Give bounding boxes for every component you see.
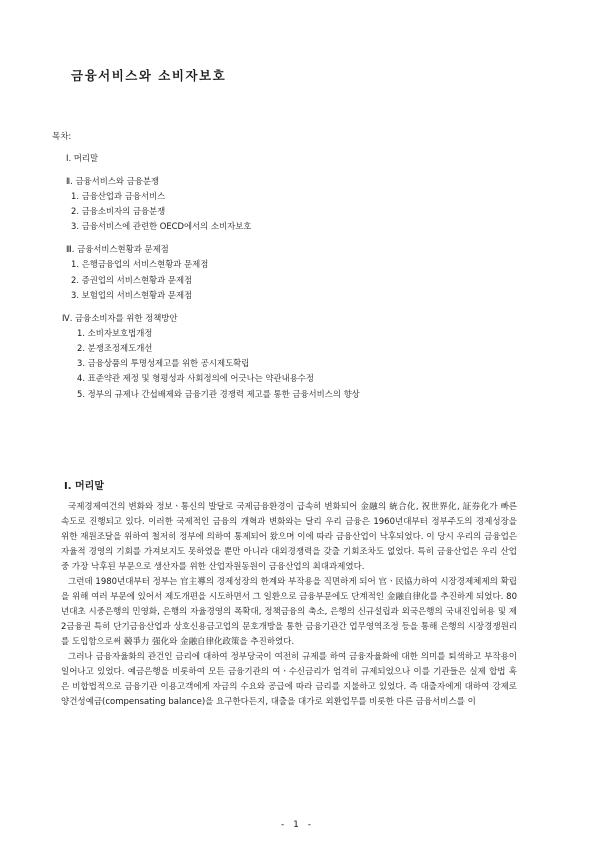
toc-item: 5. 정부의 규제나 간섭배제와 금융기관 경쟁력 제고를 통한 금융서비스의 향상 (77, 388, 360, 399)
toc-item: 3. 보험업의 서비스현황과 문제점 (71, 289, 193, 300)
toc-item: 2. 금융소비자의 금융분쟁 (71, 206, 166, 217)
toc-section (58, 242, 558, 303)
paragraph: 국제경제여건의 변화와 정보ㆍ통신의 발달로 국제금융환경이 급속히 변화되어 金融의 統合化, 祝世界化, 証券化가 빠른 속도로 진행되고 있다. 이러한 국제적인 금융의 개혁과 변화와는 달리 우리 금융은 1960년대부터 정부주도의 경제성장을 위한 재원조달을 위하여 철저히 정부에 의하여 통제되어 왔으며 이에 따라 금융산업이 낙후되었다. 이 당시 우리의 금융업은 자율적 경영의 기회를 가져보지도 못하였을 뿐만 아니라 대외경쟁력을 갖출 기회조차도 없었다. 특히 금융산업은 우리 산업중 가장 낙후된 부문으로 생산자를 위한 산업자원동원이 금융산업의 최대과제였다. (61, 502, 517, 572)
toc-section (58, 174, 558, 235)
page-number: - 1 - (281, 820, 314, 830)
toc-label: 목차: (52, 132, 72, 142)
toc-heading: Ⅰ. 머리말 (66, 153, 99, 163)
table-of-contents (58, 151, 558, 402)
paragraph: 그러나 금융자율화의 관건인 금리에 대하여 정부당국이 여전히 규제를 하여 금융자율화에 대한 의미를 퇴색하고 부작용이 일어나고 있었다. 예금은행을 비롯하여 모든 금융기관의 여ㆍ수신금리가 엄격히 규제되었으나 이를 기관들은 실제 합법 혹은 비합법적으로 금융기관 이용고객에게 자금의 수요와 공급에 따라 금리를 지불하고 있었다. 즉 대출자에게 대하여 강제로 양건성예금(compensating balance)을 요구한다든지, 대출을 대가로 외환업무를 비롯한 다른 금융서비스를 이 (61, 652, 517, 707)
toc-section (58, 151, 558, 166)
toc-item: 2. 증권업의 서비스현황과 문제점 (71, 274, 193, 285)
paragraph: 그런데 1980년대부터 정부는 官主導의 경제성장의 한계와 부작용을 직면하게 되어 官ㆍ民協力하여 시장경제체제의 확립을 위해 여러 부문에 있어서 제도개편을 시도하면서 그 일환으로 금융부문에도 단계적인 金融自律化를 추진하게 되었다. 80년대초 시중은행의 민영화, 은행의 자율경영의 폭확대, 정책금융의 축소, 은행의 신규설립과 외국은행의 국내진입허용 및 제2금융권 특히 단기금융산업과 상호신용금고업의 문호개방을 통한 금융기관간 업무영역조정 등을 통해 은행의 시장경쟁원리를 도입함으로써 競爭力 强化와 金融自律化政策을 추진하였다. (61, 577, 517, 647)
section-heading: Ⅰ. 머리말 (64, 481, 104, 492)
toc-heading: Ⅳ. 금융소비자를 위한 정책방안 (62, 312, 178, 323)
toc-heading: Ⅲ. 금융서비스현황과 문제점 (66, 244, 169, 255)
toc-item: 2. 분쟁조정제도개선 (77, 343, 153, 354)
document-title: 금융서비스와 소비자보호 (71, 68, 227, 83)
toc-item: 3. 금융서비스에 관련한 OECD에서의 소비자보호 (71, 221, 252, 232)
toc-item: 3. 금융상품의 투명성제고를 위한 공시제도확립 (77, 358, 250, 369)
body-text (61, 500, 517, 710)
toc-item: 4. 표준약관 제정 및 형평성과 사회정의에 어긋나는 약관내용수정 (77, 373, 314, 384)
toc-section (58, 311, 558, 402)
toc-heading: Ⅱ. 금융서비스와 금융분쟁 (66, 175, 160, 186)
toc-item: 1. 금융산업과 금융서비스 (71, 191, 166, 201)
toc-item: 1. 소비자보호법개정 (77, 327, 153, 338)
toc-item: 1. 은행금융업의 서비스현황과 문제점 (71, 259, 209, 270)
